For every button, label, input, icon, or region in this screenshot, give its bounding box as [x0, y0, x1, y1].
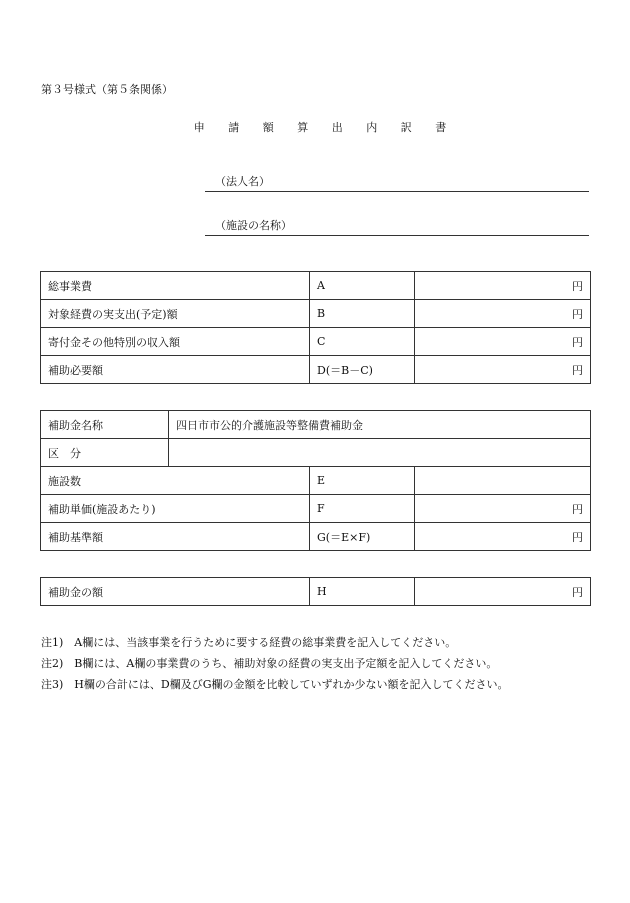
row-code: G(＝E×F): [310, 523, 415, 551]
table-row: [41, 272, 591, 300]
row-code: D(＝B－C): [310, 356, 415, 384]
facility-name-label: （施設の名称）: [215, 219, 292, 232]
amount-cell[interactable]: [415, 467, 591, 495]
table-row: [41, 411, 591, 439]
table-row: [41, 328, 591, 356]
row-label: 寄付金その他特別の収入額: [41, 328, 310, 356]
note-2: 注2) B欄には、A欄の事業費のうち、補助対象の経費の実支出予定額を記入してください。: [41, 657, 498, 670]
row-code: E: [310, 467, 415, 495]
table-row: [41, 356, 591, 384]
row-code: A: [310, 272, 415, 300]
row-label: 補助基準額: [41, 523, 310, 551]
row-label: 総事業費: [41, 272, 310, 300]
table-row: [41, 523, 591, 551]
note-1: 注1) A欄には、当該事業を行うために要する経費の総事業費を記入してください。: [41, 636, 457, 649]
category-value-cell[interactable]: [169, 439, 591, 467]
subsidy-name-label: 補助金名称: [41, 411, 169, 439]
subsidy-name-value: 四日市市公的介護施設等整備費補助金: [169, 411, 591, 439]
amount-cell[interactable]: 円: [415, 523, 591, 551]
row-code: C: [310, 328, 415, 356]
row-label: 補助金の額: [41, 578, 310, 606]
form-number: 第３号様式（第５条関係）: [41, 83, 173, 96]
table-row: [41, 439, 591, 467]
amount-cell[interactable]: 円: [415, 328, 591, 356]
table-row: [41, 495, 591, 523]
note-3: 注3) H欄の合計には、D欄及びG欄の金額を比較していずれか少ない額を記入してください。: [41, 678, 509, 691]
row-label: 施設数: [41, 467, 310, 495]
facility-name-field[interactable]: [205, 215, 589, 236]
document-title: 申 請 額 算 出 内 訳 書: [193, 121, 457, 134]
corporation-name-field[interactable]: [205, 171, 589, 192]
row-label: 補助単価(施設あたり): [41, 495, 310, 523]
row-label: 対象経費の実支出(予定)額: [41, 300, 310, 328]
amount-cell[interactable]: 円: [415, 578, 591, 606]
corporation-name-label: （法人名）: [215, 175, 270, 188]
amount-cell[interactable]: 円: [415, 300, 591, 328]
row-code: F: [310, 495, 415, 523]
amount-cell[interactable]: 円: [415, 272, 591, 300]
expense-table: [40, 271, 591, 384]
amount-cell[interactable]: 円: [415, 495, 591, 523]
amount-cell[interactable]: 円: [415, 356, 591, 384]
subsidy-amount-table: [40, 577, 591, 606]
category-label: 区 分: [41, 439, 169, 467]
table-row: [41, 578, 591, 606]
row-label: 補助必要額: [41, 356, 310, 384]
table-row: [41, 300, 591, 328]
notes: [41, 632, 509, 695]
row-code: H: [310, 578, 415, 606]
row-code: B: [310, 300, 415, 328]
subsidy-table: [40, 410, 591, 551]
table-row: [41, 467, 591, 495]
